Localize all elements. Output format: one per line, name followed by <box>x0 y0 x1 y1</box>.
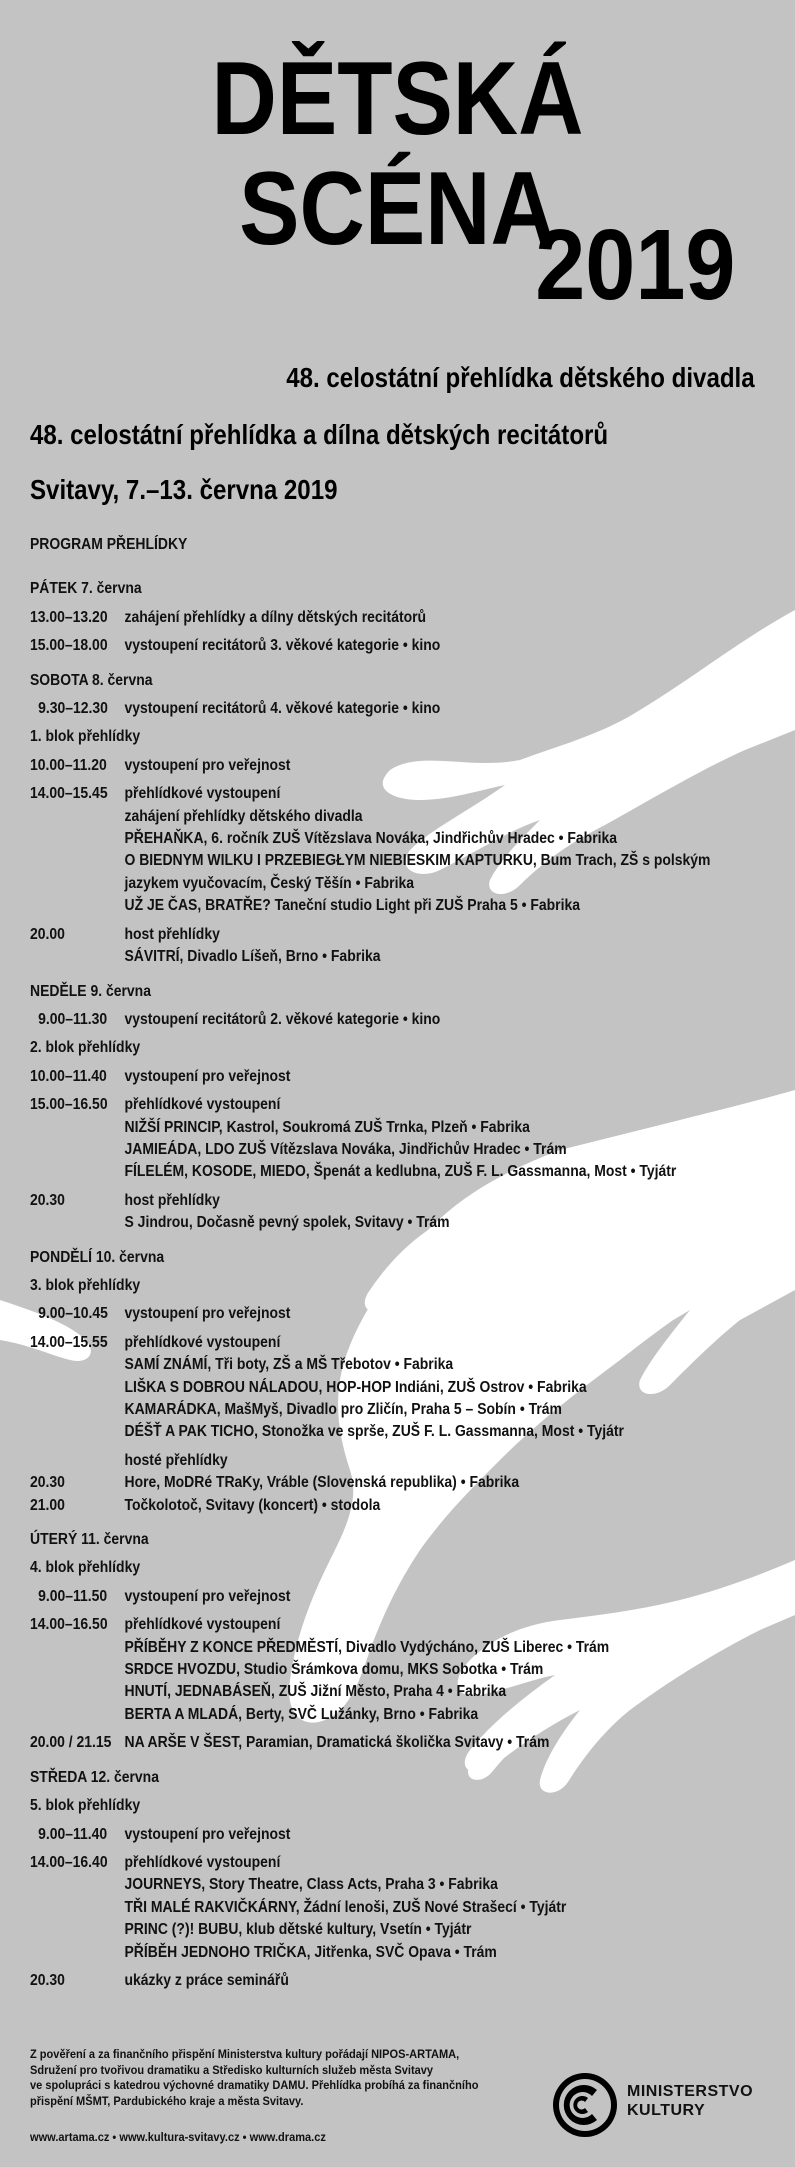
program-line: KAMARÁDKA, MašMyš, Divadlo pro Zličín, Praha 5 – Sobín • Trám <box>124 1401 562 1418</box>
program-row <box>30 1970 651 1992</box>
program-description <box>125 1332 652 1444</box>
program-row <box>30 1009 651 1031</box>
program-description <box>125 1450 652 1472</box>
program-description <box>125 1094 677 1184</box>
program-time: 21.00 <box>30 1496 65 1514</box>
program-block: 4. blok přehlídky <box>30 1559 141 1577</box>
program-day: ÚTERÝ 11. června <box>30 1531 149 1549</box>
program-description <box>125 607 652 629</box>
program-row <box>30 1094 677 1184</box>
program-time: 15.00–16.50 <box>30 1096 108 1114</box>
program-time: 9.30–12.30 <box>38 700 108 718</box>
program-description <box>125 1970 652 1992</box>
program-line: PŘEHAŇKA, 6. ročník ZUŠ Vítězslava Nováka, Jindřichův Hradec • Fabrika <box>124 830 618 848</box>
poster-year: 2019 <box>534 209 735 321</box>
program-time: 10.00–11.40 <box>30 1067 107 1085</box>
footer-credits <box>30 2047 545 2109</box>
program-time: 15.00–18.00 <box>30 637 108 655</box>
program-heading: PROGRAM PŘEHLÍDKY <box>30 536 188 553</box>
program-line: BERTA A MLADÁ, Berty, SVČ Lužánky, Brno • Fabrika <box>124 1705 479 1723</box>
program-line: SRDCE HVOZDU, Studio Šrámkova domu, MKS Sobotka • Trám <box>124 1661 544 1679</box>
program-time: 14.00–15.45 <box>30 785 108 803</box>
program-row <box>30 1332 651 1444</box>
program-row <box>30 755 651 777</box>
program-line: JOURNEYS, Story Theatre, Class Acts, Praha 3 • Fabrika <box>124 1876 498 1894</box>
program-line: PRINC (?)! BUBU, klub dětské kultury, Vsetín • Tyjátr <box>124 1921 472 1939</box>
footer-line: ve spolupráci s katedrou výchovné dramatiky DAMU. Přehlídka probíhá za finančního <box>30 2078 479 2092</box>
program-line: jazykem vyučovacím, Český Těšín • Fabrika <box>124 874 414 892</box>
program-time: 14.00–16.40 <box>30 1853 108 1871</box>
subtitle-theatre: 48. celostátní přehlídka dětského divadla <box>286 362 755 393</box>
ministry-logo-block <box>550 2070 790 2140</box>
program-description <box>125 635 652 657</box>
program-line: DÉŠŤ A PAK TICHO, Stonožka ve spršе, ZUŠ F. L. Gassmanna, Most • Tyjátr <box>124 1423 624 1441</box>
program-line: HNUTÍ, JEDNABÁSEŇ, ZUŠ Jižní Město, Praha 4 • Fabrika <box>124 1683 507 1701</box>
program-row <box>30 1824 651 1846</box>
program-line: TŘI MALÉ RAKVIČKÁRNY, Žádní lenoši, ZUŠ Nové Strašecí • Tyjátr <box>124 1898 567 1916</box>
subtitle-recitation: 48. celostátní přehlídka a dílna dětských recitátorů <box>30 419 609 450</box>
program-line: PŘÍBĚH JEDNOHO TRIČKA, Jitřenka, SVČ Opava • Trám <box>124 1943 497 1961</box>
program-description <box>125 1190 652 1235</box>
program-block: 5. blok přehlídky <box>30 1797 141 1815</box>
program-description <box>125 783 711 917</box>
program-row <box>30 1190 651 1235</box>
ministry-culture-logo-icon <box>550 2070 620 2140</box>
footer-links: www.artama.cz • www.kultura-svitavy.cz • www.drama.cz <box>30 2130 326 2144</box>
program-line: vystoupení pro veřejnost <box>124 1825 291 1843</box>
program-description <box>125 1495 652 1517</box>
program-block: 3. blok přehlídky <box>30 1276 141 1294</box>
program-description <box>125 1472 652 1494</box>
program-row <box>30 924 651 969</box>
program-block: 2. blok přehlídky <box>30 1039 141 1057</box>
program-line: O BIEDNYM WILKU I PRZEBIEGŁYM NIEBIESKIM KAPTURKU, Bum Trach, ZŠ s polským <box>124 852 711 870</box>
program-day: PONDĚLÍ 10. června <box>30 1248 165 1266</box>
program-description <box>125 1303 652 1325</box>
program-line: vystoupení pro veřejnost <box>124 756 291 774</box>
program-line: S Jindrou, Dočasně pevný spolek, Svitavy • Trám <box>124 1214 450 1232</box>
program-description <box>125 1066 652 1088</box>
program <box>30 534 711 1998</box>
program-line: přehlídkové vystoupení <box>124 1853 281 1871</box>
program-time: 9.00–11.30 <box>38 1010 108 1028</box>
program-line: přehlídkové vystoupení <box>124 1096 281 1114</box>
program-row <box>30 1614 651 1726</box>
program-row <box>30 1066 651 1088</box>
program-time: 20.00 / 21.15 <box>30 1734 112 1752</box>
program-line: hosté přehlídky <box>124 1451 228 1469</box>
program-time: 14.00–15.55 <box>30 1333 108 1351</box>
program-day: NEDĚLE 9. června <box>30 982 151 1000</box>
program-time: 9.00–10.45 <box>38 1305 108 1323</box>
program-line: vystoupení pro veřejnost <box>124 1305 291 1323</box>
program-block: 1. blok přehlídky <box>30 728 141 746</box>
program-list <box>30 578 711 1992</box>
footer-line: přispění MŠMT, Pardubického kraje a města Svitavy. <box>30 2093 304 2108</box>
program-description <box>125 755 652 777</box>
program-line: zahájení přehlídky dětského divadla <box>124 807 363 825</box>
program-row <box>30 783 711 917</box>
program-description <box>125 924 652 969</box>
program-line: JAMIEÁDA, LDO ZUŠ Vítězslava Nováka, Jindřichův Hradec • Trám <box>124 1140 567 1158</box>
program-line: UŽ JE ČAS, BRATŘE? Taneční studio Light při ZUŠ Praha 5 • Fabrika <box>124 897 580 915</box>
program-line: vystoupení recitátorů 2. věkové kategorie • kino <box>124 1010 441 1028</box>
program-row <box>30 1495 651 1517</box>
ministry-line2: KULTURY <box>627 2102 706 2119</box>
program-row <box>30 1586 651 1608</box>
program-time: 14.00–16.50 <box>30 1616 108 1634</box>
program-time: 20.30 <box>30 1971 65 1989</box>
program-line: SÁVITRÍ, Divadlo Líšeň, Brno • Fabrika <box>124 948 381 966</box>
footer-line: Sdružení pro tvořivou dramatiku a Středisko kulturních služeb města Svitavy <box>30 2062 434 2077</box>
poster-title: DĚTSKÁ SCÉNA <box>211 41 584 267</box>
program-day: PÁTEK 7. června <box>30 580 142 598</box>
program-day: SOBOTA 8. června <box>30 671 153 689</box>
program-line: vystoupení pro veřejnost <box>124 1067 291 1085</box>
program-line: přehlídkové vystoupení <box>124 1616 281 1634</box>
program-description <box>125 1732 652 1754</box>
program-row <box>30 1732 651 1754</box>
program-line: vystoupení pro veřejnost <box>124 1587 291 1605</box>
program-line: ukázky z práce seminářů <box>124 1971 289 1989</box>
program-description <box>125 1586 652 1608</box>
program-row <box>30 1303 651 1325</box>
program-description <box>125 1852 652 1964</box>
program-row <box>30 698 651 720</box>
program-line: host přehlídky <box>124 1191 220 1209</box>
program-line: vystoupení recitátorů 4. věkové kategorie • kino <box>124 700 441 718</box>
program-line: Hore, MoDRé TRaKy, Vráble (Slovenská republika) • Fabrika <box>124 1474 520 1492</box>
program-time <box>30 1450 125 1472</box>
ministry-line1: MINISTERSTVO <box>627 2083 754 2100</box>
program-row <box>30 635 651 657</box>
program-row <box>30 1852 651 1964</box>
program-time: 9.00–11.50 <box>38 1587 108 1605</box>
program-line: LIŠKA S DOBROU NÁLADOU, HOP-HOP Indiáni, ZUŠ Ostrov • Fabrika <box>124 1378 587 1396</box>
program-description <box>125 698 652 720</box>
place-and-date: Svitavy, 7.–13. června 2019 <box>30 474 338 505</box>
program-line: Točkolotoč, Svitavy (koncert) • stodola <box>124 1496 381 1514</box>
program-line: vystoupení recitátorů 3. věkové kategorie • kino <box>124 637 441 655</box>
program-time: 9.00–11.40 <box>38 1825 108 1843</box>
program-row <box>30 607 651 629</box>
program-row <box>30 1450 651 1472</box>
program-time: 10.00–11.20 <box>30 756 107 774</box>
program-line: NIŽŠÍ PRINCIP, Kastrol, Soukromá ZUŠ Trnka, Plzeň • Fabrika <box>124 1118 530 1136</box>
program-line: PŘÍBĚHY Z KONCE PŘEDMĚSTÍ, Divadlo Vydýcháno, ZUŠ Liberec • Trám <box>124 1638 610 1656</box>
program-day: STŘEDA 12. června <box>30 1768 159 1786</box>
program-line: NA ARŠE V ŠEST, Paramian, Dramatická školička Svitavy • Trám <box>124 1734 550 1752</box>
program-line: SAMÍ ZNÁMÍ, Tři boty, ZŠ a MŠ Třebotov • Fabrika <box>124 1356 454 1374</box>
program-line: host přehlídky <box>124 925 220 943</box>
program-row <box>30 1472 651 1494</box>
program-line: přehlídkové vystoupení <box>124 785 281 803</box>
program-time: 13.00–13.20 <box>30 608 108 626</box>
program-description <box>125 1824 652 1846</box>
program-time: 20.30 <box>30 1191 65 1209</box>
footer-line: Z pověření a za finančního přispění Ministerstva kultury pořádají NIPOS-ARTAMA, <box>30 2047 460 2061</box>
program-line: zahájení přehlídky a dílny dětských recitátorů <box>124 608 427 626</box>
program-description <box>125 1009 652 1031</box>
program-line: přehlídkové vystoupení <box>124 1333 281 1351</box>
program-line: FÍLELÉM, KOSODE, MIEDO, Špenát a kedlubna, ZUŠ F. L. Gassmanna, Most • Tyjátr <box>124 1163 677 1181</box>
program-description <box>125 1614 652 1726</box>
program-time: 20.00 <box>30 925 65 943</box>
program-time: 20.30 <box>30 1474 65 1492</box>
